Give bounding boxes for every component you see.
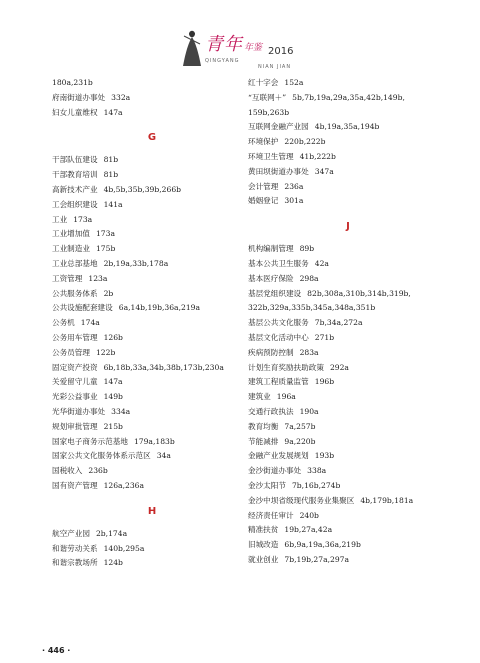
dancer-logo-icon xyxy=(180,28,204,68)
index-entry xyxy=(52,346,252,361)
index-entry xyxy=(248,390,448,405)
index-entry xyxy=(248,165,448,180)
index-term: 府南街道办事处 xyxy=(52,92,106,102)
index-term: 公务员管理 xyxy=(52,347,90,357)
brand-romanization-left: QINGYANG xyxy=(205,58,240,64)
index-term: 交通行政执法 xyxy=(248,406,294,416)
index-pages: 7b,16b,274b xyxy=(291,480,341,490)
index-pages: 9a,220b xyxy=(284,436,316,446)
index-pages: 292a xyxy=(329,362,349,372)
index-term: 国家公共文化服务体系示范区 xyxy=(52,451,151,461)
index-entry xyxy=(52,479,252,494)
index-term: 固定资产投资 xyxy=(52,362,98,372)
index-entry xyxy=(248,449,448,464)
brand-romanization-right: NIAN JIAN xyxy=(258,64,292,70)
index-pages: 5b,7b,19a,29a,35a,42b,149b, xyxy=(292,92,405,102)
index-entry xyxy=(52,542,252,557)
index-term: 金沙太阳节 xyxy=(248,480,286,490)
index-pages: 147a xyxy=(103,377,123,387)
index-term: 环境保护 xyxy=(248,137,279,147)
index-entry xyxy=(52,213,252,228)
index-term: 基本医疗保险 xyxy=(248,273,294,283)
index-pages: 141a xyxy=(103,199,123,209)
index-term: 疾病预防控制 xyxy=(248,347,294,357)
index-pages: 332a xyxy=(111,92,131,102)
index-entry xyxy=(248,194,448,209)
index-pages: 122b xyxy=(95,347,116,357)
index-pages: 173a xyxy=(73,214,93,224)
index-pages: 152a xyxy=(284,78,304,87)
index-pages: 126b xyxy=(103,332,123,342)
index-pages: 2b,19a,33b,178a xyxy=(103,258,169,268)
index-entry xyxy=(248,553,448,568)
index-term: 规划审批管理 xyxy=(52,421,98,431)
index-term: 光华街道办事处 xyxy=(52,406,106,416)
index-pages: 4b,19a,35a,194b xyxy=(314,122,380,132)
index-term: 干部教育培训 xyxy=(52,170,98,180)
section-letter-j: J xyxy=(346,221,350,233)
index-entry xyxy=(52,227,252,242)
index-column-right xyxy=(248,76,448,568)
index-term: 互联网金融产业园 xyxy=(248,122,309,132)
index-entry xyxy=(248,420,448,435)
index-term: 环境卫生管理 xyxy=(248,151,294,161)
index-pages: 334a xyxy=(111,406,131,416)
index-entry xyxy=(248,120,448,135)
index-entry xyxy=(248,346,448,361)
index-term: 国有资产管理 xyxy=(52,480,98,490)
index-term: 基本公共卫生服务 xyxy=(248,258,309,268)
index-pages: 4b,5b,35b,39b,266b xyxy=(103,184,182,194)
index-pages: 89b xyxy=(299,244,315,254)
index-entry xyxy=(52,242,252,257)
index-term: 高新技术产业 xyxy=(52,184,98,194)
index-term: 和谐劳动关系 xyxy=(52,543,98,553)
index-entry xyxy=(52,183,252,198)
index-term: 工业总部基地 xyxy=(52,258,98,268)
index-pages: 82b,308a,310b,314b,319b, xyxy=(307,288,411,298)
index-entry xyxy=(248,242,448,257)
index-term: 金融产业发展规划 xyxy=(248,451,309,461)
index-entry xyxy=(52,76,252,91)
index-entry xyxy=(52,91,252,106)
index-term: 工业制造业 xyxy=(52,244,90,254)
index-pages: 298a xyxy=(299,273,319,283)
index-entry xyxy=(52,168,252,183)
index-entry xyxy=(248,76,448,91)
index-term: 国税收入 xyxy=(52,466,83,476)
index-pages: 124b xyxy=(103,558,123,568)
index-term: 金沙街道办事处 xyxy=(248,466,302,476)
index-term: 建筑工程质量监管 xyxy=(248,377,309,387)
index-entry xyxy=(52,449,252,464)
index-term: 经济责任审计 xyxy=(248,510,294,520)
index-pages: 173a xyxy=(95,229,115,239)
index-term: 公务机 xyxy=(52,318,75,328)
index-entry xyxy=(52,106,252,121)
index-pages: 220b,222b xyxy=(284,137,326,147)
index-entry xyxy=(52,405,252,420)
index-pages: 175b xyxy=(95,244,116,254)
index-pages: 7a,257b xyxy=(284,421,316,431)
index-entry xyxy=(248,405,448,420)
index-entry xyxy=(52,375,252,390)
index-pages: 7b,19b,27a,297a xyxy=(284,554,350,564)
index-pages: 42a xyxy=(314,258,329,268)
index-term: 教育均衡 xyxy=(248,421,279,431)
index-entry xyxy=(52,361,252,376)
index-entry xyxy=(52,316,252,331)
index-entry xyxy=(52,390,252,405)
section-letter-h: H xyxy=(147,505,157,517)
index-entry xyxy=(248,479,448,494)
index-term: “互联网＋” xyxy=(248,92,287,102)
index-entry xyxy=(248,464,448,479)
index-term: 公共设施配套建设 xyxy=(52,303,113,313)
page-number: · 446 · xyxy=(42,646,71,655)
index-pages: 196b xyxy=(314,377,335,387)
index-term: 和谐宗教场所 xyxy=(52,558,98,568)
index-term: 机构编制管理 xyxy=(248,244,294,254)
index-term: 基层公共文化服务 xyxy=(248,318,309,328)
index-pages: 149b xyxy=(103,392,123,402)
index-entry xyxy=(248,494,448,509)
index-term: 婚姻登记 xyxy=(248,196,279,206)
index-entry xyxy=(52,527,252,542)
index-entry xyxy=(52,272,252,287)
index-term: 公共服务体系 xyxy=(52,288,98,298)
index-term: 基层文化活动中心 xyxy=(248,332,309,342)
index-pages: 196a xyxy=(276,392,296,402)
index-entry xyxy=(52,435,252,450)
index-entry xyxy=(248,91,448,106)
index-term: 工会组织建设 xyxy=(52,199,98,209)
index-entry xyxy=(248,523,448,538)
index-entry xyxy=(52,301,252,316)
index-term: 黄田坝街道办事处 xyxy=(248,166,309,176)
index-term: 光彩公益事业 xyxy=(52,392,98,402)
index-term: 关爱留守儿童 xyxy=(52,377,98,387)
index-pages: 180a,231b xyxy=(52,78,93,87)
index-entry xyxy=(248,361,448,376)
index-term: 航空产业园 xyxy=(52,528,90,538)
index-pages: 236a xyxy=(284,181,304,191)
index-entry xyxy=(248,538,448,553)
index-pages: 147a xyxy=(103,107,123,117)
index-column-left xyxy=(52,76,252,571)
index-entry xyxy=(248,509,448,524)
index-term: 干部队伍建设 xyxy=(52,155,98,165)
index-term: 公务用车管理 xyxy=(52,332,98,342)
index-entry xyxy=(248,331,448,346)
index-pages: 6b,18b,33a,34b,38b,173b,230a xyxy=(103,362,224,372)
index-term: 工资管理 xyxy=(52,273,83,283)
index-pages: 193b xyxy=(314,451,335,461)
index-pages: 179a,183b xyxy=(133,436,175,446)
index-pages: 271b xyxy=(314,332,335,342)
index-term: 会计管理 xyxy=(248,181,279,191)
index-entry xyxy=(52,198,252,213)
index-pages: 215b xyxy=(103,421,123,431)
index-pages: 2b,174a xyxy=(95,528,128,538)
index-entry xyxy=(52,464,252,479)
index-pages: 283a xyxy=(299,347,319,357)
index-pages: 301a xyxy=(284,196,304,206)
index-pages: 140b,295a xyxy=(103,543,145,553)
index-pages: 4b,179b,181a xyxy=(360,495,414,505)
section-letter-g: G xyxy=(147,132,157,144)
index-pages: 338a xyxy=(307,466,327,476)
index-pages: 236b xyxy=(88,466,108,476)
index-entry xyxy=(248,257,448,272)
index-pages: 159b,263b xyxy=(248,107,290,117)
index-entry xyxy=(248,375,448,390)
index-entry xyxy=(248,180,448,195)
index-entry xyxy=(52,287,252,302)
index-entry xyxy=(248,287,448,302)
index-entry xyxy=(248,301,448,316)
index-pages: 174a xyxy=(80,318,100,328)
index-pages: 240b xyxy=(299,510,319,520)
index-pages: 2b xyxy=(103,288,114,298)
index-entry xyxy=(52,153,252,168)
page-header xyxy=(0,0,480,70)
brand-title: 青年 xyxy=(205,34,243,55)
index-term: 旧城改造 xyxy=(248,540,279,550)
index-entry xyxy=(52,331,252,346)
index-pages: 347a xyxy=(314,166,334,176)
index-pages: 34a xyxy=(156,451,171,461)
index-pages: 81b xyxy=(103,170,119,180)
index-term: 计划生育奖励扶助政策 xyxy=(248,362,324,372)
index-entry xyxy=(248,435,448,450)
index-term: 建筑业 xyxy=(248,392,271,402)
index-term: 节能减排 xyxy=(248,436,279,446)
index-term: 红十字会 xyxy=(248,78,279,87)
index-pages: 322b,329a,335b,345a,348a,351b xyxy=(248,303,376,313)
index-entry xyxy=(52,257,252,272)
index-entry xyxy=(248,135,448,150)
index-term: 工业 xyxy=(52,214,68,224)
index-entry xyxy=(248,272,448,287)
index-pages: 123a xyxy=(88,273,108,283)
index-term: 精准扶贫 xyxy=(248,525,279,535)
index-pages: 6a,14b,19b,36a,219a xyxy=(118,303,201,313)
index-entry xyxy=(52,420,252,435)
index-pages: 126a,236a xyxy=(103,480,145,490)
index-pages: 6b,9a,19a,36a,219b xyxy=(284,540,361,550)
index-entry xyxy=(248,150,448,165)
index-term: 妇女儿童维权 xyxy=(52,107,98,117)
index-pages: 19b,27a,42a xyxy=(284,525,333,535)
index-entry xyxy=(52,556,252,571)
index-pages: 190a xyxy=(299,406,319,416)
index-term: 金沙中坝省级现代服务业集聚区 xyxy=(248,495,355,505)
brand-subtitle: 年鉴 xyxy=(244,43,263,53)
index-entry xyxy=(248,106,448,121)
index-term: 基层党组织建设 xyxy=(248,288,302,298)
index-pages: 81b xyxy=(103,155,119,165)
index-entry xyxy=(248,316,448,331)
index-term: 工业增加值 xyxy=(52,229,90,239)
brand-year: 2016 xyxy=(268,46,294,57)
index-pages: 7b,34a,272a xyxy=(314,318,363,328)
index-term: 就业创业 xyxy=(248,554,279,564)
index-pages: 41b,222b xyxy=(299,151,336,161)
index-term: 国家电子商务示范基地 xyxy=(52,436,128,446)
